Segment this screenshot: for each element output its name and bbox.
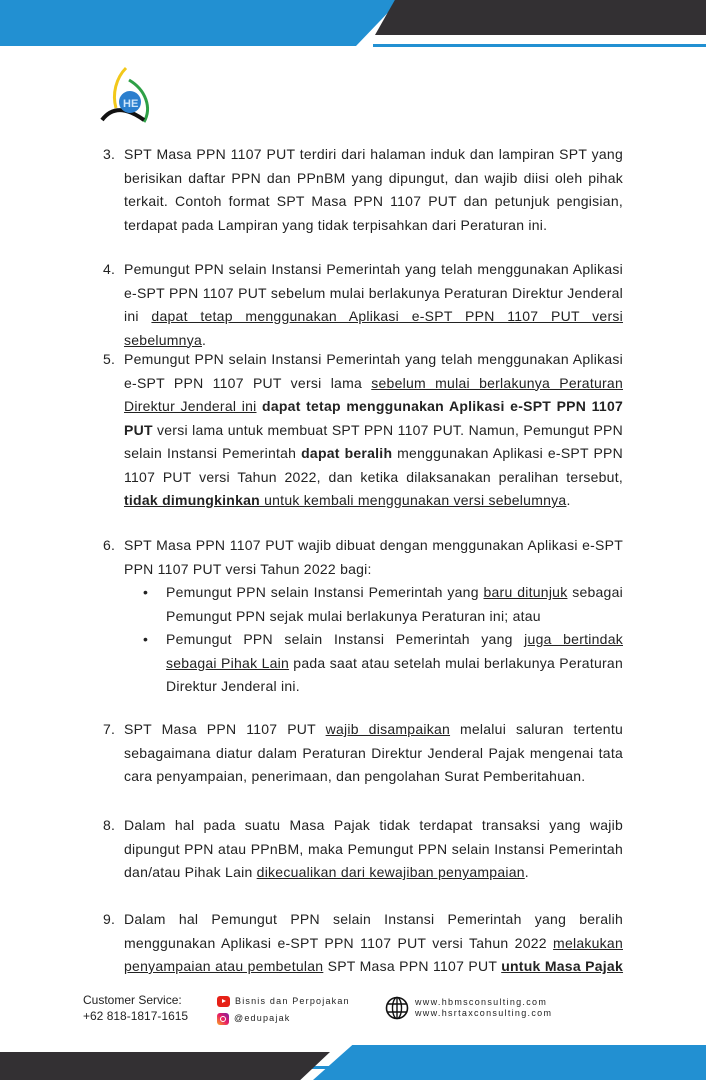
text-segment: Pemungut PPN selain Instansi Pemerintah yang (166, 631, 525, 647)
item-number: 7. (103, 721, 116, 737)
item-text (124, 718, 623, 789)
text-segment: Pemungut PPN selain Instansi Pemerintah yang telah menggunakan Aplikasi e-SPT PPN 1107 PUT sebelum mulai berlakunya Peraturan Direktur Jenderal ini (124, 261, 623, 324)
instagram-icon (217, 1013, 229, 1025)
item-paragraph (124, 258, 623, 352)
item-text (124, 534, 623, 699)
item-paragraph (124, 348, 623, 513)
text-segment: Pemungut PPN selain Instansi Pemerintah yang telah menggunakan Aplikasi e-SPT PPN 1107 PUT versi lama (124, 351, 623, 391)
underlined-text-segment: juga bertindak sebagai Pihak Lain (166, 631, 623, 671)
websites (385, 996, 552, 1020)
text-segment: menggunakan Aplikasi e-SPT PPN 1107 PUT versi Tahun 2022, dan ketika dilaksanakan peralihan tersebut, (124, 445, 623, 485)
item-text (124, 814, 623, 885)
website-link-2[interactable]: www.hsrtaxconsulting.com (415, 1008, 553, 1018)
text-segment: melalui saluran tertentu sebagaimana diatur dalam Peraturan Direktur Jenderal Pajak mengenai tata cara penyampaian, penerimaan, dan pengolahan Surat Pemberitahuan. (124, 721, 624, 784)
text-segment: SPT Masa PPN 1107 PUT (323, 958, 502, 974)
bold-underlined-text-segment: untuk Masa Pajak (501, 958, 624, 974)
underlined-text-segment: sebelum mulai berlakunya Peraturan Direktur Jenderal ini (124, 374, 624, 414)
item-number: 4. (103, 261, 116, 277)
list-item (103, 814, 623, 885)
item-paragraph (124, 908, 623, 975)
customer-service-phone: +62 818-1817-1615 (83, 1009, 189, 1023)
bullet-item (124, 581, 623, 628)
underlined-text-segment: melakukan penyampaian atau pembetulan (124, 934, 623, 974)
list-item (103, 258, 623, 352)
youtube-icon (217, 996, 230, 1007)
list-item (103, 143, 623, 237)
underlined-text-segment: dikecualikan dari kewajiban penyampaian (256, 864, 525, 880)
bold-text-segment: dapat beralih (301, 445, 393, 461)
underlined-text-segment: wajib disampaikan (325, 721, 451, 737)
text-segment: Dalam hal pada suatu Masa Pajak tidak terdapat transaksi yang wajib dipungut PPN atau PPnBM, maka Pemungut PPN selain Instansi Pemerintah dan/atau Pihak Lain (124, 817, 623, 880)
item-number: 8. (103, 817, 116, 833)
svg-text:HE: HE (123, 98, 139, 110)
bold-text-segment: dapat tetap menggunakan Aplikasi e-SPT PPN 1107 PUT (124, 398, 624, 438)
youtube-channel[interactable]: Bisnis dan Perpojakan (235, 996, 350, 1006)
text-segment: SPT Masa PPN 1107 PUT wajib dibuat dengan menggunakan Aplikasi e-SPT PPN 1107 PUT versi Tahun 2022 bagi: (124, 537, 623, 577)
item-paragraph (124, 814, 623, 885)
text-segment: Dalam hal Pemungut PPN selain Instansi Pemerintah yang beralih menggunakan Aplikasi e-SPT PPN 1107 PUT versi Tahun 2022 (124, 911, 623, 951)
list-item (103, 908, 623, 975)
underlined-text-segment: dapat tetap menggunakan Aplikasi e-SPT PPN 1107 PUT versi sebelumnya (124, 308, 623, 348)
item-text (124, 908, 623, 975)
list-item (103, 718, 623, 789)
bullet-list (103, 581, 623, 699)
bullet-item (124, 628, 623, 699)
item-text (124, 348, 623, 513)
item-number: 5. (103, 351, 116, 367)
text-segment: versi lama untuk membuat SPT PPN 1107 PUT. Namun, Pemungut PPN selain Instansi Pemerintah (124, 421, 623, 461)
instagram-handle[interactable]: @edupajak (234, 1013, 291, 1023)
list-item (103, 348, 623, 513)
text-segment: pada saat atau setelah mulai berlakunya Peraturan Direktur Jenderal ini. (166, 654, 624, 694)
item-paragraph (124, 718, 623, 789)
item-number: 6. (103, 537, 116, 553)
customer-service (83, 992, 188, 1024)
globe-icon (385, 996, 409, 1020)
text-segment: SPT Masa PPN 1107 PUT terdiri dari halaman induk dan lampiran SPT yang berisikan daftar PPN dan PPnBM yang dipungut, dan wajib diisi oleh pihak terkait. Contoh format SPT Masa PPN 1107 PUT dan petunjuk pengisian, terdapat pada Lampiran yang tidak terpisahkan dari Peraturan ini. (124, 146, 623, 233)
underlined-text-segment: untuk kembali menggunakan versi sebelumnya (259, 492, 567, 508)
text-segment: . (202, 331, 207, 348)
text-segment: sebagai Pemungut PPN sejak mulai berlakunya Peraturan ini; atau (166, 584, 623, 624)
footer-blue-band (313, 1045, 706, 1080)
customer-service-label: Customer Service: (83, 993, 182, 1007)
item-paragraph (124, 534, 623, 581)
bullet-icon: • (143, 631, 149, 647)
item-paragraph (124, 143, 623, 237)
website-link-1[interactable]: www.hbmsconsulting.com (415, 997, 548, 1007)
text-segment: SPT Masa PPN 1107 PUT (124, 721, 326, 737)
text-segment: . (566, 492, 571, 508)
item-text (124, 143, 623, 237)
list-item (103, 534, 623, 699)
text-segment: Pemungut PPN selain Instansi Pemerintah yang (166, 584, 484, 600)
bold-underlined-text-segment: tidak dimungkinkan (124, 492, 260, 508)
footer-dark-band (0, 1052, 330, 1080)
underlined-text-segment: baru ditunjuk (483, 584, 568, 600)
social-links (217, 993, 350, 1027)
item-number: 3. (103, 146, 116, 162)
text-segment: . (524, 864, 529, 880)
item-text (124, 258, 623, 352)
bullet-icon: • (143, 584, 149, 600)
item-number: 9. (103, 911, 116, 927)
